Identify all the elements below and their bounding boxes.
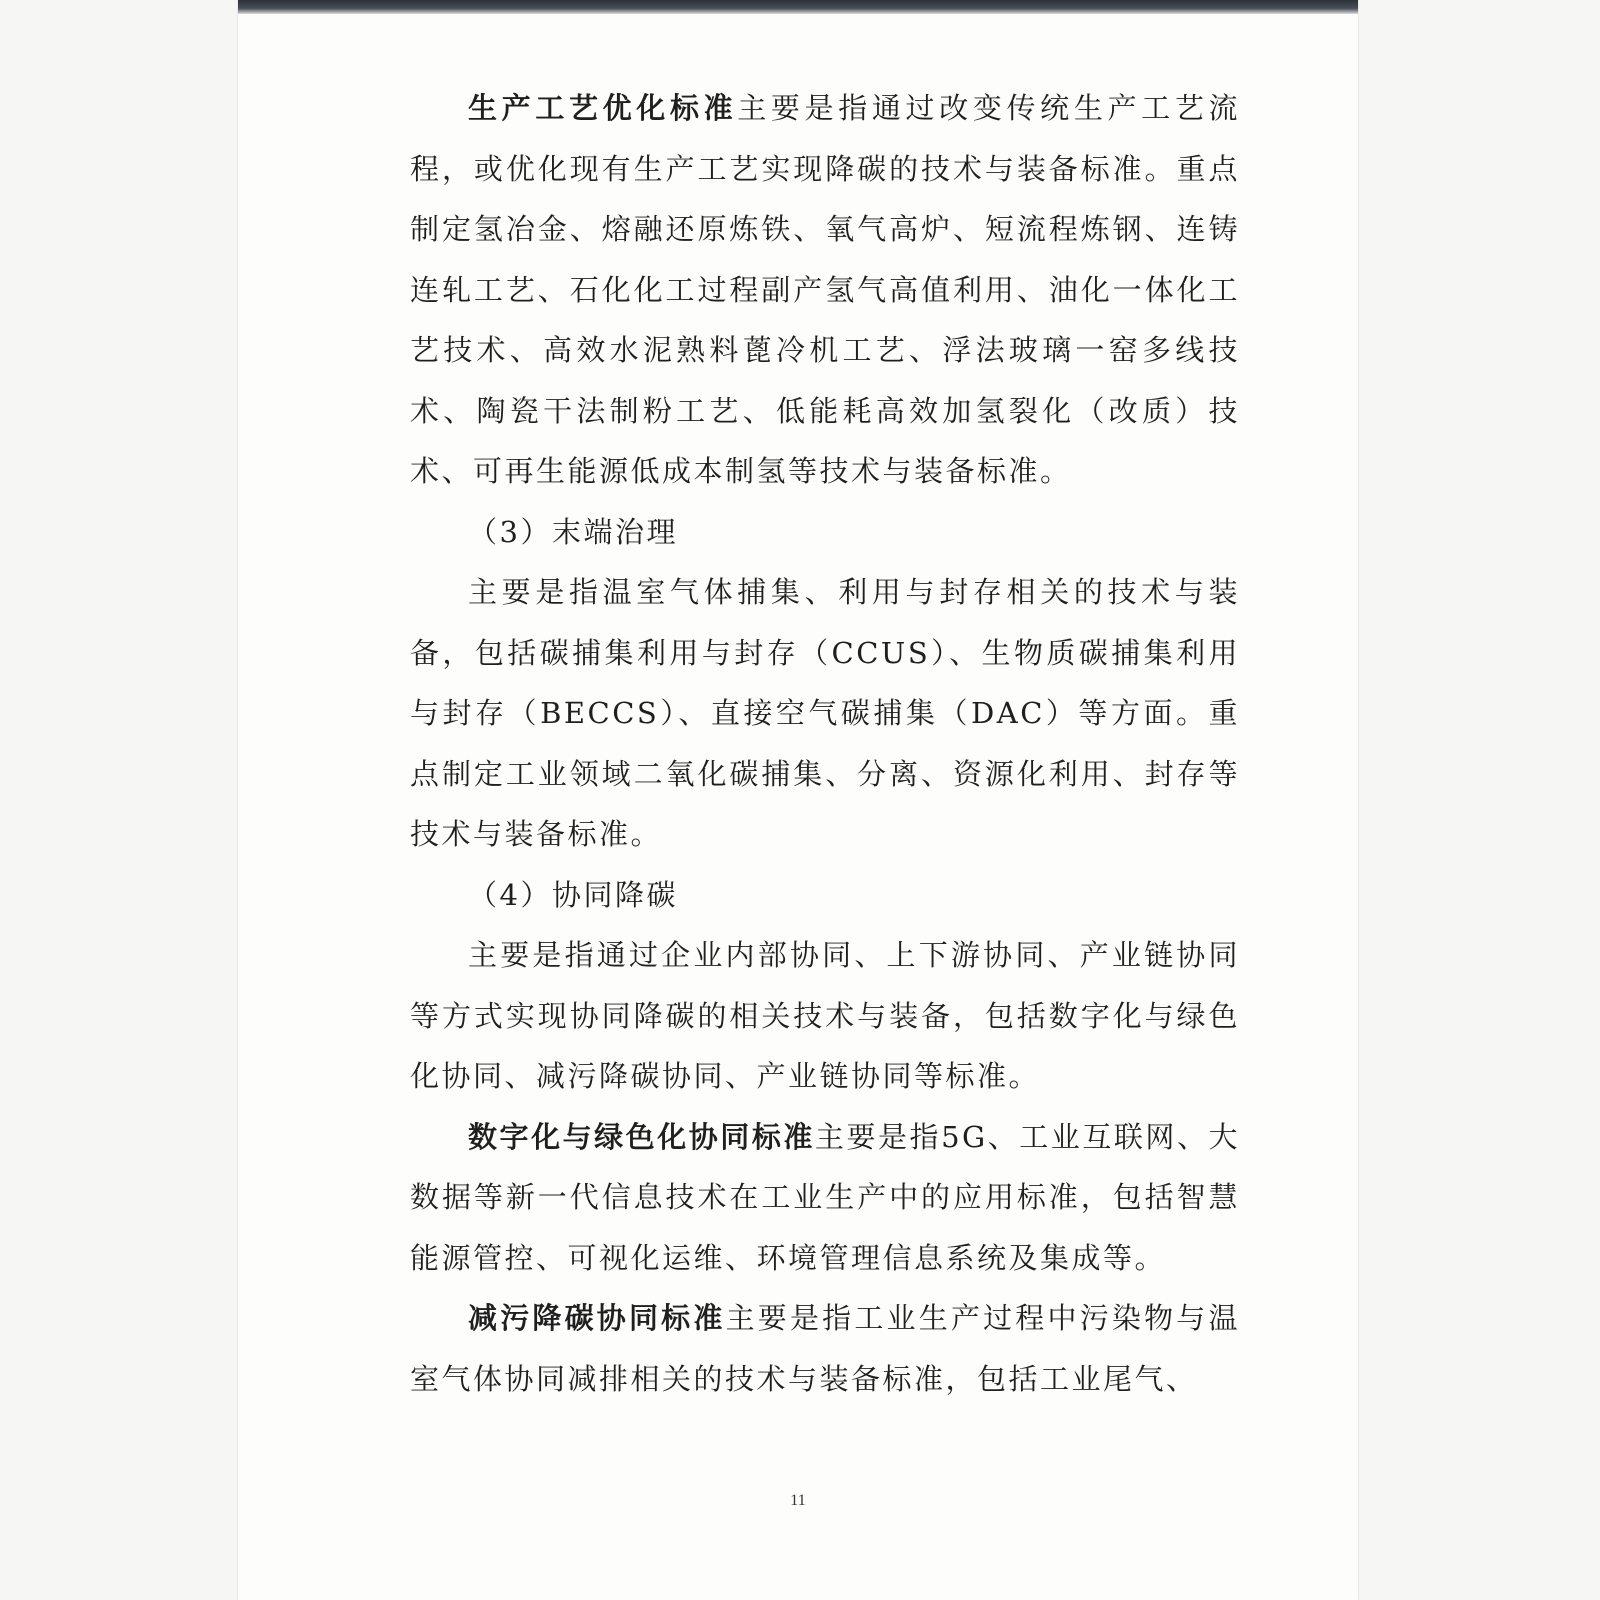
page-number: 11 (790, 1492, 806, 1509)
section-heading-end-treatment: （3）末端治理 (468, 514, 678, 549)
bold-lead: 减污降碳协同标准 (468, 1301, 726, 1335)
paragraph-pollution-carbon (410, 1288, 1240, 1409)
document-page (238, 0, 1358, 1600)
scan-top-edge (238, 0, 1358, 14)
bold-lead: 生产工艺优化标准 (468, 91, 738, 125)
paragraph-text: 主要是指工业生产过程中污染物与温室气体协同减排相关的技术与装备标准，包括工业尾气、 (410, 1301, 1240, 1396)
paragraph-text: 主要是指5G、工业互联网、大数据等新一代信息技术在工业生产中的应用标准，包括智慧能源管控、可视化运维、环境管理信息系统及集成等。 (410, 1119, 1240, 1275)
page-content (410, 78, 1240, 1409)
paragraph-process-optimization (410, 78, 1240, 502)
paragraph-text: 主要是指通过改变传统生产工艺流程，或优化现有生产工艺实现降碳的技术与装备标准。重点制定氢冶金、熔融还原炼铁、氧气高炉、短流程炼钢、连铸连轧工艺、石化化工过程副产氢气高值利用、油化一体化工艺技术、高效水泥熟料蓖冷机工艺、浮法玻璃一窑多线技术、陶瓷干法制粉工艺、低能耗高效加氢裂化（改质）技术、可再生能源低成本制氢等技术与装备标准。 (410, 91, 1240, 488)
section-heading-synergy: （4）协同降碳 (468, 877, 678, 912)
paragraph-text: 主要是指通过企业内部协同、上下游协同、产业链协同等方式实现协同降碳的相关技术与装备，包括数字化与绿色化协同、减污降碳协同、产业链协同等标准。 (410, 938, 1240, 1093)
paragraph-synergy (410, 925, 1240, 1107)
bold-lead: 数字化与绿色化协同标准 (468, 1119, 815, 1154)
paragraph-text: 主要是指温室气体捕集、利用与封存相关的技术与装备，包括碳捕集利用与封存（CCUS）、生物质碳捕集利用与封存（BECCS）、直接空气碳捕集（DAC）等方面。重点制定工业领域二氧化碳捕集、分离、资源化利用、封存等技术与装备标准。 (410, 575, 1240, 851)
paragraph-digital-green (410, 1107, 1240, 1289)
paragraph-end-treatment (410, 562, 1240, 865)
